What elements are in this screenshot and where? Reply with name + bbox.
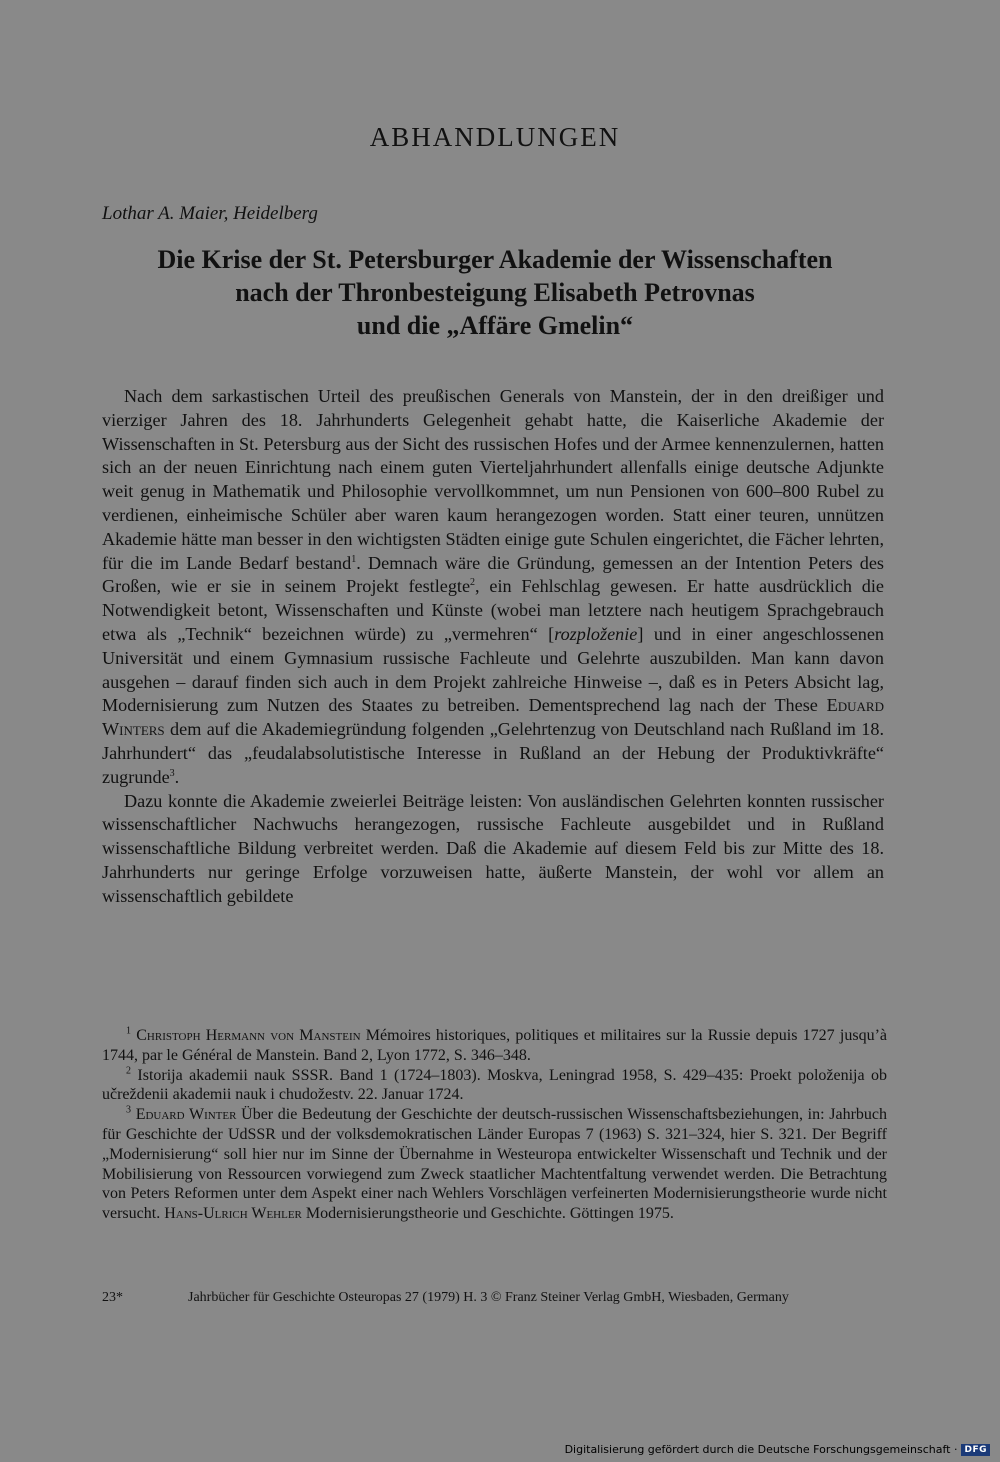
paragraph (102, 385, 884, 790)
title-line: Die Krise der St. Petersburger Akademie der Wissenschaften (157, 245, 833, 274)
title-line: nach der Thronbesteigung Elisabeth Petrovnas (235, 278, 755, 307)
footnote-ref: 1 (351, 553, 357, 565)
text-run: ] und in einer angeschlossenen Universität und einem Gymnasium russische Fachleute und Gelehrte auszubilden. Man kann davon ausgehen – darauf finden sich auch in dem Projekt zahlreiche Hinweise –, daß es in Peters Absicht lag, Modernisierung zum Nutzen des Staates zu betreiben. Dementsprechend lag nach der These (102, 623, 884, 716)
digitization-notice[interactable] (565, 1443, 990, 1456)
footnote-ref: 3 (169, 767, 175, 779)
footnotes (102, 1026, 887, 1224)
article-title (80, 243, 910, 342)
footnote-text: Modernisierungstheorie und Geschichte. Göttingen 1975. (301, 1205, 674, 1223)
footnote-number: 3 (126, 1104, 131, 1116)
page-number: 23* (102, 1290, 123, 1305)
footnote (102, 1066, 887, 1106)
dfg-logo: DFG (961, 1444, 990, 1456)
footnote (102, 1026, 887, 1066)
text-run: . (174, 766, 180, 787)
footnote-text: Istorija akademii nauk SSSR. Band 1 (1724–1803). Moskva, Leningrad 1958, S. 429–435: Proekt položenija ob učreždenii akademii nauk i chudožestv. 22. Januar 1724. (102, 1066, 887, 1104)
footnote (102, 1105, 887, 1224)
footnote-text: Mémoires historiques, politiques et militaires sur la Russie depuis 1727 jusqu’à 1744, par le Général de Manstein. Band 2, Lyon 1772, S. 346–348. (102, 1027, 888, 1064)
text-run: Nach dem sarkastischen Urteil des preußischen Generals von Manstein, der in den dreißiger und vierziger Jahren des 18. Jahrhunderts Gelegenheit gehabt hatte, die Kaiserliche Akademie der Wissenschaften in St. Petersburg aus der Sicht des russischen Hofes und der Armee kennenzulernen, hatten sich an der neuen Einrichtung nach einem guten Vierteljahrhundert allenfalls einige deutsche Adjunkte weit genug in Mathematik und Philosophie vervollkommnet, um nun Pensionen von 600–800 Rubel zu verdienen, einheimische Schüler aber waren kaum herangezogen worden. Statt einer teuren, unnützen Akademie hätte man besser in den wichtigsten Städten einige gute Schulen eingerichtet, die Fächer lehrten, für die im Lande Bedarf bestand (102, 386, 884, 573)
title-line: und die „Affäre Gmelin“ (356, 311, 634, 340)
footnote-author: Eduard Winter (135, 1106, 237, 1124)
journal-line: Jahrbücher für Geschichte Osteuropas 27 (1979) H. 3 © Franz Steiner Verlag GmbH, Wiesbaden, Germany (188, 1290, 789, 1305)
footnote-author: Hans-Ulrich Wehler (164, 1205, 302, 1223)
author-line: Lothar A. Maier, Heidelberg (102, 203, 318, 224)
footnote-number: 2 (126, 1065, 131, 1077)
text-run: . Demnach wäre die Gründung, gemessen an der Intention Peters des Großen, wie er sie in seinem Projekt festlegte (102, 552, 885, 597)
text-run: dem auf die Akademiegründung folgenden „Gelehrtenzug von Deutschland nach Rußland im 18. Jahrhundert“ das „feudalabsolutistische Interesse in Rußland an der Hebung der Produktivkräfte“ zugrunde (102, 719, 884, 787)
footnote-text: Über die Bedeutung der Geschichte der deutsch-russischen Wissenschaftsbeziehungen, in: Jahrbuch für Geschichte der UdSSR und der volksdemokratischen Länder Europas 7 (1963) S. 321–324, hier S. 321. Der Begriff „Modernisierung“ soll hier nur im Sinne der Übernahme in Westeuropa entwickelter Wissenschaft und Technik und der Mobilisierung von Ressourcen vorwiegend zum Zweck staatlicher Machtentfaltung verwendet werden. Die Betrachtung von Peters Reformen unter dem Aspekt einer nach Wehlers Vorschlägen verfeinerten Modernisierungstheorie wurde nicht versucht. (102, 1106, 887, 1223)
paragraph: Dazu konnte die Akademie zweierlei Beiträge leisten: Von ausländischen Gelehrten konnten russischer wissenschaftlicher Nachwuchs herangezogen, russische Fachleute ausgebildet und in Rußland wissenschaftliche Bildung verbreitet werden. Daß die Akademie auf diesem Feld bis zur Mitte des 18. Jahrhunderts nur geringe Erfolge vorzuweisen hatte, äußerte Manstein, der wohl vor allem an wissenschaftlich gebildete (102, 790, 884, 906)
author-name: Eduard Winters (102, 695, 884, 740)
footnote-author: Christoph Hermann von Manstein (136, 1027, 361, 1044)
body-text (102, 385, 884, 909)
page-footer (102, 1290, 842, 1306)
section-heading: ABHANDLUNGEN (369, 122, 621, 152)
digitization-text: Digitalisierung gefördert durch die Deutsche Forschungsgemeinschaft · (564, 1443, 958, 1456)
italic-term: rozploženie (554, 623, 638, 644)
footnote-number: 1 (126, 1025, 131, 1037)
text-run: , ein Fehlschlag gewesen. Er hatte ausdrücklich die Notwendigkeit betont, Wissenschaften und Künste (wobei man letztere nach heutigem Sprachgebrauch etwa als „Technik“ bezeichnen würde) zu „vermehren“ [ (102, 576, 884, 644)
footnote-ref: 2 (470, 577, 476, 589)
